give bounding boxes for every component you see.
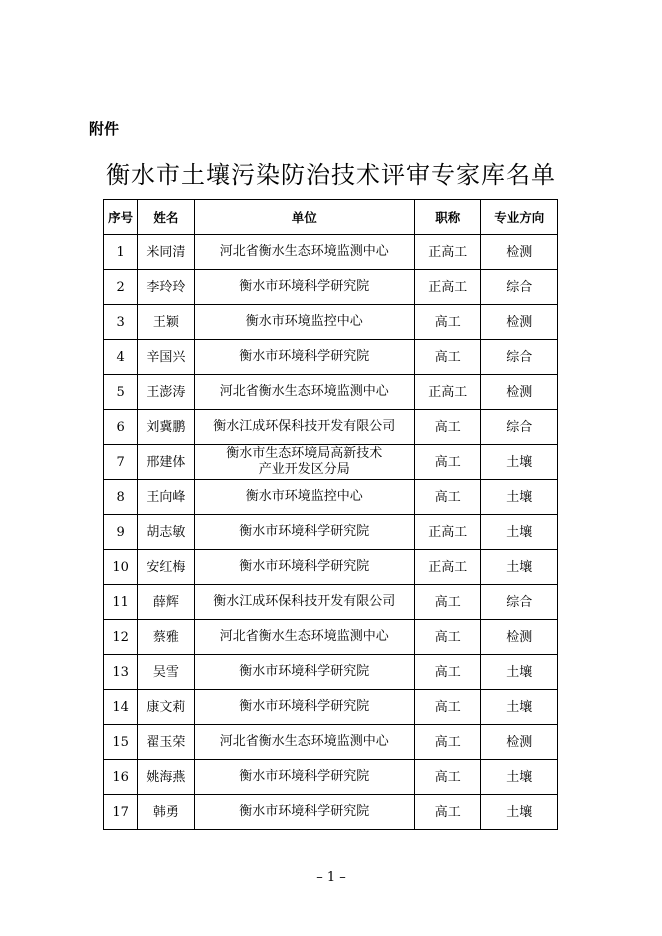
table-row — [104, 585, 558, 620]
cell-unit — [194, 375, 414, 410]
cell-field: 土壤 — [481, 550, 558, 585]
cell-unit — [194, 725, 414, 760]
cell-no: 6 — [104, 410, 138, 445]
header-title: 职称 — [415, 200, 481, 235]
cell-name: 胡志敏 — [138, 515, 194, 550]
document-title: 衡水市土壤污染防治技术评审专家库名单 — [106, 161, 556, 189]
cell-unit-line1: 衡水市环境科学研究院 — [239, 769, 370, 784]
cell-unit-line2: 产业开发区分局 — [258, 462, 350, 477]
page-number: – 1 – — [316, 870, 346, 885]
cell-unit — [194, 585, 414, 620]
cell-title: 高工 — [415, 690, 481, 725]
table-row — [104, 620, 558, 655]
cell-name: 李玲玲 — [138, 270, 194, 305]
cell-name: 辛国兴 — [138, 340, 194, 375]
table-row — [104, 690, 558, 725]
cell-field: 土壤 — [481, 515, 558, 550]
cell-no: 3 — [104, 305, 138, 340]
cell-field: 检测 — [481, 235, 558, 270]
cell-unit-line1: 衡水市环境科学研究院 — [239, 524, 370, 539]
cell-title: 高工 — [415, 760, 481, 795]
cell-name: 王澎涛 — [138, 375, 194, 410]
table-header-row — [104, 200, 558, 235]
cell-title: 正高工 — [415, 235, 481, 270]
cell-title: 高工 — [415, 480, 481, 515]
cell-title: 高工 — [415, 585, 481, 620]
cell-title: 正高工 — [415, 270, 481, 305]
table-row — [104, 550, 558, 585]
table-row — [104, 270, 558, 305]
cell-name: 翟玉荣 — [138, 725, 194, 760]
cell-field: 综合 — [481, 585, 558, 620]
header-unit: 单位 — [194, 200, 414, 235]
table-row — [104, 760, 558, 795]
cell-field: 土壤 — [481, 760, 558, 795]
cell-unit-line1: 衡水市环境监控中心 — [245, 314, 363, 329]
cell-field: 土壤 — [481, 655, 558, 690]
header-name: 姓名 — [138, 200, 194, 235]
table-row — [104, 410, 558, 445]
cell-name: 康文莉 — [138, 690, 194, 725]
cell-unit — [194, 445, 414, 480]
cell-title: 高工 — [415, 620, 481, 655]
cell-name: 姚海燕 — [138, 760, 194, 795]
attachment-label: 附件 — [89, 120, 120, 138]
cell-no: 7 — [104, 445, 138, 480]
cell-unit — [194, 620, 414, 655]
cell-unit-line1: 衡水市环境监控中心 — [245, 489, 363, 504]
cell-unit-line1: 河北省衡水生态环境监测中心 — [219, 244, 389, 259]
cell-no: 14 — [104, 690, 138, 725]
cell-unit-line1: 衡水市环境科学研究院 — [239, 349, 370, 364]
cell-unit-line1: 河北省衡水生态环境监测中心 — [219, 629, 389, 644]
cell-unit — [194, 550, 414, 585]
cell-name: 邢建体 — [138, 445, 194, 480]
table-row — [104, 375, 558, 410]
cell-field: 土壤 — [481, 445, 558, 480]
cell-unit-line1: 衡水江成环保科技开发有限公司 — [213, 419, 396, 434]
cell-unit — [194, 410, 414, 445]
table-body — [104, 235, 558, 830]
cell-unit-line1: 河北省衡水生态环境监测中心 — [219, 734, 389, 749]
cell-unit-line1: 衡水市环境科学研究院 — [239, 804, 370, 819]
table-row — [104, 795, 558, 830]
cell-title: 高工 — [415, 655, 481, 690]
table-row — [104, 480, 558, 515]
cell-unit — [194, 655, 414, 690]
cell-field: 检测 — [481, 375, 558, 410]
cell-name: 刘冀鹏 — [138, 410, 194, 445]
cell-field: 检测 — [481, 305, 558, 340]
cell-field: 检测 — [481, 725, 558, 760]
cell-field: 综合 — [481, 270, 558, 305]
table-row — [104, 305, 558, 340]
cell-title: 高工 — [415, 340, 481, 375]
cell-no: 2 — [104, 270, 138, 305]
cell-name: 吴雪 — [138, 655, 194, 690]
cell-unit-line1: 衡水市生态环境局高新技术 — [226, 446, 383, 461]
cell-title: 高工 — [415, 305, 481, 340]
table-row — [104, 445, 558, 480]
cell-no: 16 — [104, 760, 138, 795]
cell-unit — [194, 305, 414, 340]
cell-no: 15 — [104, 725, 138, 760]
cell-field: 土壤 — [481, 480, 558, 515]
cell-no: 13 — [104, 655, 138, 690]
cell-unit-line1: 衡水市环境科学研究院 — [239, 664, 370, 679]
cell-unit-line1: 河北省衡水生态环境监测中心 — [219, 384, 389, 399]
cell-unit — [194, 690, 414, 725]
cell-unit — [194, 760, 414, 795]
cell-no: 17 — [104, 795, 138, 830]
cell-unit — [194, 515, 414, 550]
cell-name: 蔡雅 — [138, 620, 194, 655]
cell-title: 高工 — [415, 445, 481, 480]
cell-unit — [194, 235, 414, 270]
cell-no: 5 — [104, 375, 138, 410]
cell-unit — [194, 795, 414, 830]
cell-no: 12 — [104, 620, 138, 655]
cell-unit-line1: 衡水市环境科学研究院 — [239, 559, 370, 574]
cell-title: 正高工 — [415, 515, 481, 550]
cell-field: 检测 — [481, 620, 558, 655]
cell-title: 高工 — [415, 795, 481, 830]
cell-title: 高工 — [415, 725, 481, 760]
table-row — [104, 655, 558, 690]
header-no: 序号 — [104, 200, 138, 235]
table-row — [104, 340, 558, 375]
expert-table — [103, 199, 558, 830]
cell-field: 土壤 — [481, 690, 558, 725]
cell-no: 8 — [104, 480, 138, 515]
cell-unit — [194, 340, 414, 375]
cell-no: 4 — [104, 340, 138, 375]
cell-name: 王向峰 — [138, 480, 194, 515]
cell-title: 正高工 — [415, 375, 481, 410]
cell-name: 薛辉 — [138, 585, 194, 620]
cell-unit-line1: 衡水市环境科学研究院 — [239, 699, 370, 714]
cell-unit-line1: 衡水江成环保科技开发有限公司 — [213, 594, 396, 609]
cell-no: 1 — [104, 235, 138, 270]
cell-no: 11 — [104, 585, 138, 620]
header-field: 专业方向 — [481, 200, 558, 235]
cell-field: 土壤 — [481, 795, 558, 830]
cell-no: 10 — [104, 550, 138, 585]
cell-unit — [194, 270, 414, 305]
cell-name: 米同清 — [138, 235, 194, 270]
cell-name: 安红梅 — [138, 550, 194, 585]
cell-title: 高工 — [415, 410, 481, 445]
cell-field: 综合 — [481, 340, 558, 375]
cell-name: 韩勇 — [138, 795, 194, 830]
cell-field: 综合 — [481, 410, 558, 445]
cell-name: 王颖 — [138, 305, 194, 340]
table-row — [104, 515, 558, 550]
cell-unit — [194, 480, 414, 515]
table-row — [104, 235, 558, 270]
cell-no: 9 — [104, 515, 138, 550]
cell-title: 正高工 — [415, 550, 481, 585]
table-row — [104, 725, 558, 760]
cell-unit-line1: 衡水市环境科学研究院 — [239, 279, 370, 294]
